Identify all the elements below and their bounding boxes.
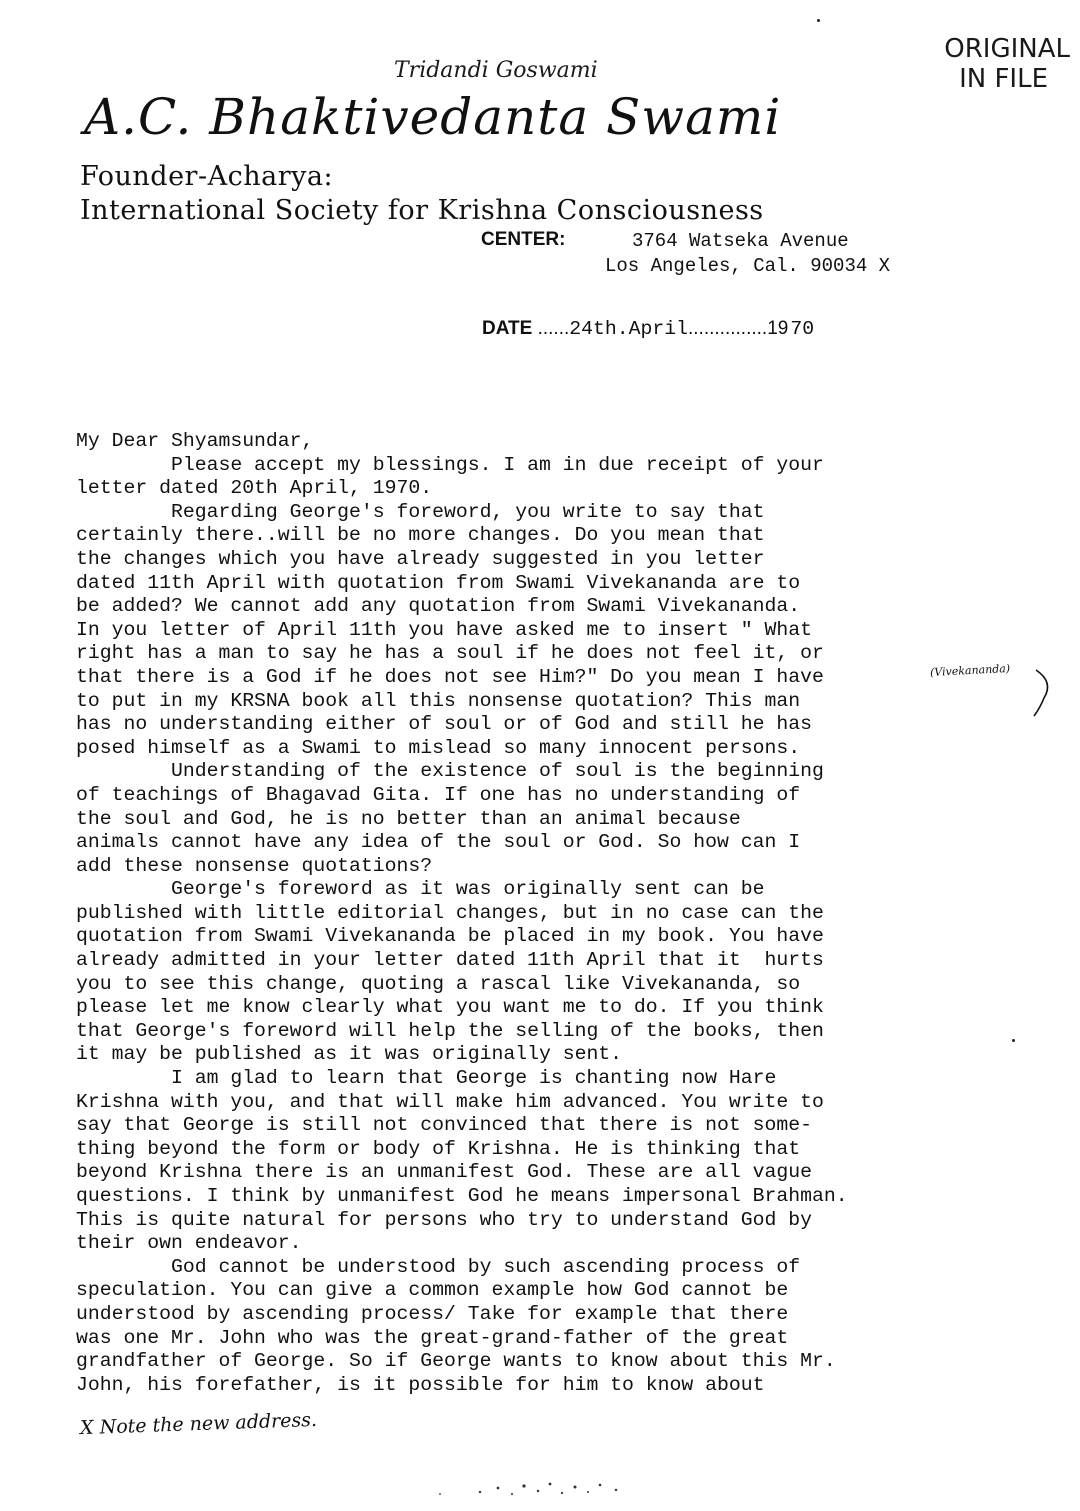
- letter-line: understood by ascending process/ Take for example that there: [76, 1302, 789, 1325]
- letter-line: Please accept my blessings. I am in due receipt of your: [76, 453, 824, 476]
- letter-line: add these nonsense quotations?: [76, 854, 433, 877]
- letter-line: Krishna with you, and that will make him advanced. You write to: [76, 1090, 824, 1113]
- letterhead-name: A.C. Bhaktivedanta Swami: [84, 88, 782, 146]
- letter-line: the changes which you have already suggested in you letter: [76, 547, 765, 570]
- letter-line: to put in my KRSNA book all this nonsense quotation? This man: [76, 689, 801, 712]
- letter-line: please let me know clearly what you want me to do. If you think: [76, 996, 824, 1019]
- letter-line: you to see this change, quoting a rascal like Vivekananda, so: [76, 972, 801, 995]
- letter-line: the soul and God, he is no better than an animal because: [76, 807, 741, 830]
- letter-line: dated 11th April with quotation from Swami Vivekananda are to: [76, 571, 801, 594]
- letter-line: be added? We cannot add any quotation from Swami Vivekananda.: [76, 595, 801, 618]
- speck: [817, 19, 820, 22]
- letter-line: Regarding George's foreword, you write to say that: [76, 500, 765, 523]
- letter-line: This is quite natural for persons who try to understand God by: [76, 1208, 812, 1231]
- letter-line: Understanding of the existence of soul is the beginning: [76, 760, 824, 783]
- letter-line: published with little editorial changes, but in no case can the: [76, 901, 824, 924]
- center-address: [605, 229, 890, 279]
- letter-line: letter dated 20th April, 1970.: [76, 477, 433, 500]
- letter-line: John, his forefather, is it possible for him to know about: [76, 1373, 765, 1396]
- margin-note: (Vivekananda): [929, 661, 1011, 680]
- letter-line: that there is a God if he does not see Him?" Do you mean I have: [76, 665, 824, 688]
- speck: [1012, 1039, 1015, 1042]
- margin-bracket-icon: [1030, 668, 1060, 720]
- letter-line: has no understanding either of soul or of God and still he has: [76, 713, 812, 736]
- society-name: International Society for Krishna Consciousness: [80, 195, 764, 226]
- letter-line: certainly there..will be no more changes. Do you mean that: [76, 524, 765, 547]
- letter-line: it may be published as it was originally sent.: [76, 1043, 623, 1066]
- letter-line: In you letter of April 11th you have asked me to insert " What: [76, 618, 812, 641]
- date-dots-after: ...............: [688, 318, 768, 339]
- letter-line: animals cannot have any idea of the soul or God. So how can I: [76, 831, 801, 854]
- letter-line: their own endeavor.: [76, 1232, 302, 1255]
- letter-line: was one Mr. John who was the great-grand-father of the great: [76, 1326, 789, 1349]
- date-field: [482, 318, 814, 340]
- letter-line: My Dear Shyamsundar,: [76, 430, 314, 452]
- address-line-1: 3764 Watseka Avenue: [632, 230, 849, 252]
- letter-line: say that George is still not convinced that there is not some-: [76, 1114, 812, 1137]
- letter-line: speculation. You can give a common example how God cannot be: [76, 1279, 789, 1302]
- original-in-file-stamp: [900, 34, 1070, 94]
- letter-body: [76, 430, 848, 1397]
- letter-line: posed himself as a Swami to mislead so many innocent persons.: [76, 736, 801, 759]
- scan-smudge-icon: [420, 1474, 650, 1504]
- letter-line: that George's foreword will help the selling of the books, then: [76, 1019, 824, 1042]
- date-value: 24th.April: [569, 318, 688, 340]
- letter-line: questions. I think by unmanifest God he means impersonal Brahman.: [76, 1185, 848, 1207]
- letter-line: grandfather of George. So if George wants to know about this Mr.: [76, 1350, 836, 1373]
- date-dots-before: ......: [537, 318, 570, 339]
- letterhead-subtitle: Tridandi Goswami: [394, 58, 598, 83]
- stamp-line-2: IN FILE: [959, 64, 1048, 94]
- date-label: DATE: [482, 318, 533, 339]
- letter-line: thing beyond the form or body of Krishna. He is thinking that: [76, 1137, 801, 1160]
- year-value: 70: [790, 318, 815, 340]
- center-label: CENTER:: [481, 229, 566, 250]
- letter-line: right has a man to say he has a soul if he does not feel it, or: [76, 642, 824, 665]
- stamp-line-1: ORIGINAL: [944, 34, 1070, 64]
- letter-line: George's foreword as it was originally sent can be: [76, 878, 765, 901]
- handwritten-footnote: X Note the new address.: [79, 1408, 318, 1440]
- letter-line: quotation from Swami Vivekananda be placed in my book. You have: [76, 925, 824, 948]
- founder-title: Founder-Acharya:: [80, 161, 334, 192]
- letter-line: God cannot be understood by such ascending process of: [76, 1255, 801, 1278]
- letter-line: of teachings of Bhagavad Gita. If one has no understanding of: [76, 783, 801, 806]
- address-line-2: Los Angeles, Cal. 90034 X: [605, 255, 891, 277]
- letter-line: already admitted in your letter dated 11th April that it hurts: [76, 949, 824, 972]
- year-prefix: 19: [767, 318, 789, 339]
- letter-line: I am glad to learn that George is chanting now Hare: [76, 1067, 777, 1090]
- letter-line: beyond Krishna there is an unmanifest God. These are all vague: [76, 1161, 812, 1184]
